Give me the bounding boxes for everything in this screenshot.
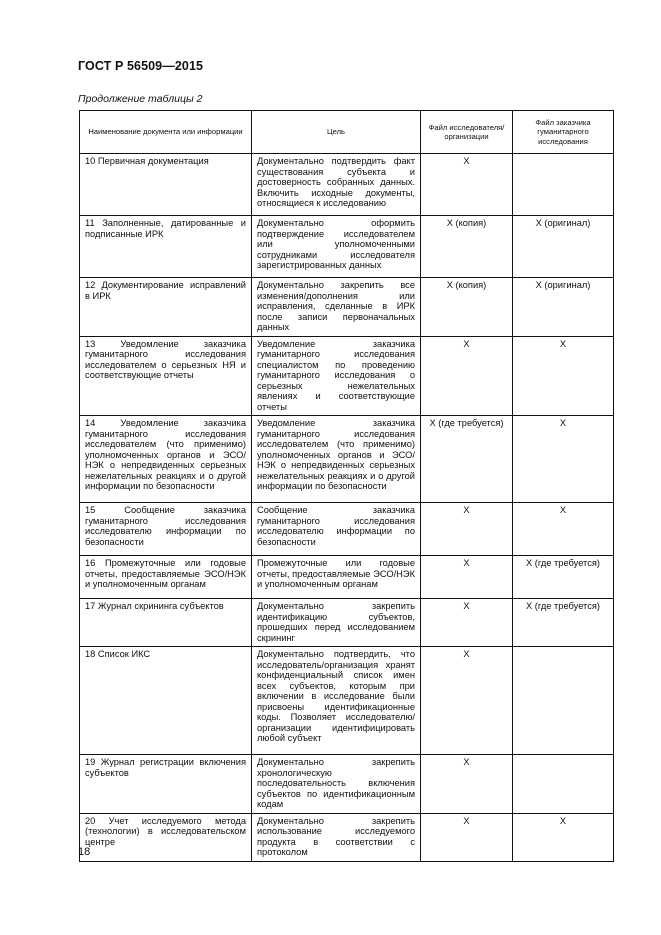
table-header-row [80, 111, 614, 154]
document-name-cell: 11 Заполненные, датированные и подписанные ИРК [80, 216, 252, 278]
sponsor-file-cell: X (оригинал) [513, 278, 614, 337]
column-header-name: Наименование документа или информации [80, 111, 252, 154]
investigator-file-cell: X [421, 503, 513, 556]
investigator-file-cell: X [421, 599, 513, 647]
table-row [80, 416, 614, 503]
sponsor-file-cell: X [513, 416, 614, 503]
column-header-goal: Цель [252, 111, 421, 154]
sponsor-file-cell: X (где требуется) [513, 599, 614, 647]
investigator-file-cell: X [421, 154, 513, 216]
document-name-cell: 12 Документирование исправлений в ИРК [80, 278, 252, 337]
sponsor-file-cell [513, 755, 614, 814]
goal-cell: Документально закрепить использование исследуемого продукта в соответствии с протоколом [252, 813, 421, 861]
table-row [80, 755, 614, 814]
document-name-cell: 20 Учет исследуемого метода (технологии) в исследовательском центре [80, 813, 252, 861]
investigator-file-cell: X (копия) [421, 278, 513, 337]
document-code: ГОСТ Р 56509—2015 [78, 59, 204, 73]
sponsor-file-cell [513, 154, 614, 216]
page-number: 18 [78, 846, 91, 858]
document-name-cell: 14 Уведомление заказчика гуманитарного исследования исследователем (что применимо) уполномоченных органов и ЭСО/НЭК о непредвиденных серьезных нежелательных реакциях и о другой информации по безопасности [80, 416, 252, 503]
investigator-file-cell: X [421, 336, 513, 416]
table-row [80, 154, 614, 216]
table-caption: Продолжение таблицы 2 [78, 93, 203, 105]
sponsor-file-cell: X (оригинал) [513, 216, 614, 278]
investigator-file-cell: X [421, 556, 513, 599]
sponsor-file-cell: X [513, 813, 614, 861]
investigator-file-cell: X (копия) [421, 216, 513, 278]
investigator-file-cell: X [421, 647, 513, 755]
goal-cell: Документально закрепить идентификацию субъектов, прошедших перед исследованием скрининг [252, 599, 421, 647]
investigator-file-cell: X [421, 755, 513, 814]
column-header-sponsor-file: Файл заказчика гуманитарного исследования [513, 111, 614, 154]
table-row [80, 556, 614, 599]
table-row [80, 647, 614, 755]
sponsor-file-cell: X (где требуется) [513, 556, 614, 599]
documents-table [79, 110, 614, 862]
goal-cell: Документально подтвердить факт существования субъекта и достоверность собранных данных. Включить исходные документы, относящиеся к исследованию [252, 154, 421, 216]
document-name-cell: 19 Журнал регистрации включения субъектов [80, 755, 252, 814]
sponsor-file-cell: X [513, 503, 614, 556]
investigator-file-cell: X (где требуется) [421, 416, 513, 503]
table-row [80, 336, 614, 416]
goal-cell: Уведомление заказчика гуманитарного исследования исследователем (что применимо) уполномоченных органов и ЭСО/НЭК о непредвиденных серьезных нежелательных реакциях и о другой информации по безопасности [252, 416, 421, 503]
table-row [80, 503, 614, 556]
goal-cell: Документально подтвердить, что исследователь/организация хранят конфиденциальный список имен всех субъектов, которым при включении в исследование были присвоены идентификационные коды. Позволяет исследователю/организации идентифицировать любой субъект [252, 647, 421, 755]
goal-cell: Документально закрепить все изменения/дополнения или исправления, сделанные в ИРК после записи первоначальных данных [252, 278, 421, 337]
document-name-cell: 15 Сообщение заказчика гуманитарного исследования исследователю информации по безопасности [80, 503, 252, 556]
document-name-cell: 10 Первичная документация [80, 154, 252, 216]
goal-cell: Уведомление заказчика гуманитарного исследования специалистом по проведению гуманитарного исследования о серьезных нежелательных явлениях и соответствующие отчеты [252, 336, 421, 416]
sponsor-file-cell [513, 647, 614, 755]
column-header-investigator-file: Файл исследователя/ организации [421, 111, 513, 154]
table-row [80, 599, 614, 647]
goal-cell: Документально оформить подтверждение исследователем или уполномоченными сотрудниками исследователя зарегистрированных данных [252, 216, 421, 278]
document-name-cell: 17 Журнал скрининга субъектов [80, 599, 252, 647]
investigator-file-cell: X [421, 813, 513, 861]
document-name-cell: 18 Список ИКС [80, 647, 252, 755]
sponsor-file-cell: X [513, 336, 614, 416]
goal-cell: Документально закрепить хронологическую последовательность включения субъектов по идентификационным кодам [252, 755, 421, 814]
goal-cell: Сообщение заказчика гуманитарного исследования исследователю информации по безопасности [252, 503, 421, 556]
document-name-cell: 13 Уведомление заказчика гуманитарного исследования исследователем о серьезных НЯ и соответствующие отчеты [80, 336, 252, 416]
table-row [80, 216, 614, 278]
table-row [80, 278, 614, 337]
goal-cell: Промежуточные или годовые отчеты, предоставляемые ЭСО/НЭК и уполномоченным органам [252, 556, 421, 599]
document-name-cell: 16 Промежуточные или годовые отчеты, предоставляемые ЭСО/НЭК и уполномоченным органам [80, 556, 252, 599]
table-row [80, 813, 614, 861]
